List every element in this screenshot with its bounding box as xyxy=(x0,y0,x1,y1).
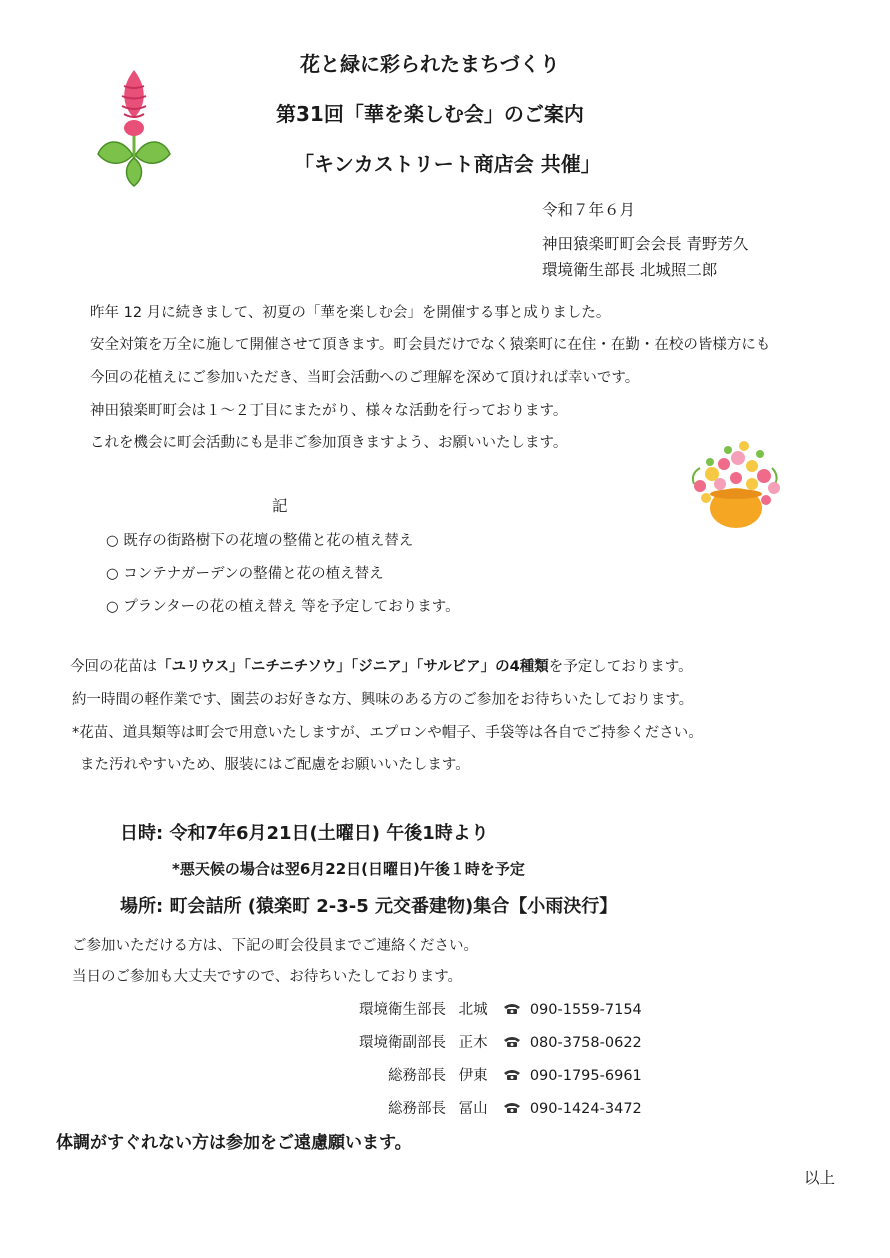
intro-line-3: 今回の花植えにご参加いただき、当町会活動へのご理解を深めて頂ければ幸いです。 xyxy=(90,370,640,386)
intro-line-5: これを機会に町会活動にも是非ご参加頂きますよう、お願いいたします。 xyxy=(90,435,568,451)
phone-icon xyxy=(503,1035,521,1048)
issue-date: 令和７年６月 xyxy=(542,201,636,219)
contact-role: 環境衛副部長 xyxy=(359,1035,446,1051)
ki-heading: 記 xyxy=(272,497,288,515)
flower-name: 「ジニア」 xyxy=(350,659,417,675)
intro-line-2: 安全対策を万全に施して開催させて頂きます。町会員だけでなく猿楽町に在住・在勤・在校の皆様方にも xyxy=(90,337,771,353)
contact-role: 環境衛生部長 xyxy=(359,1002,446,1018)
phone-icon xyxy=(503,1101,521,1114)
sender-2: 環境衛生部長 北城照二郎 xyxy=(542,261,718,279)
closing-ijou: 以上 xyxy=(804,1169,836,1187)
contact-row xyxy=(340,1064,640,1085)
contact-phone: 090-1795-6961 xyxy=(529,1068,642,1084)
contact-phone: 090-1559-7154 xyxy=(529,1002,642,1018)
flower-name: 「ニチニチソウ」 xyxy=(243,659,351,675)
intro-line-4: 神田猿楽町町会は１～２丁目にまたがり、様々な活動を行っております。 xyxy=(90,403,568,419)
rain-date-note: *悪天候の場合は翌6月22日(日曜日)午後１時を予定 xyxy=(172,860,525,878)
contact-name: 北城 xyxy=(458,1002,488,1018)
intro-line-1: 昨年 12 月に続きまして、初夏の「華を楽しむ会」を開催する事と成りました。 xyxy=(90,305,611,321)
flowers-suffix: を予定しております。 xyxy=(548,659,693,675)
flowers-line xyxy=(70,655,693,676)
contact-phone: 080-3758-0622 xyxy=(529,1035,642,1051)
flower-icon xyxy=(94,66,174,188)
flower-count: の4種類 xyxy=(495,659,549,675)
contact-name: 正木 xyxy=(458,1035,488,1051)
note-line-3: また汚れやすいため、服装にはご配慮をお願いいたします。 xyxy=(80,757,470,773)
event-place: 場所: 町会詰所 (猿楽町 2-3-5 元交番建物)集合【小雨決行】 xyxy=(120,896,618,917)
contact-name: 伊東 xyxy=(458,1068,488,1084)
item-2: ○ コンテナガーデンの整備と花の植え替え xyxy=(106,566,384,582)
contact-line-2: 当日のご参加も大丈夫ですので、お待ちいたしております。 xyxy=(72,969,463,985)
flower-name: 「ユリウス」 xyxy=(157,659,244,675)
flower-name: 「サルビア」 xyxy=(416,659,496,675)
item-1: ○ 既存の街路樹下の花壇の整備と花の植え替え xyxy=(106,533,414,549)
contact-phone: 090-1424-3472 xyxy=(529,1101,642,1117)
health-note: 体調がすぐれない方は参加をご遠慮願います。 xyxy=(56,1133,412,1153)
contact-name: 冨山 xyxy=(458,1101,488,1117)
note-line-2: *花苗、道具類等は町会で用意いたしますが、エプロンや帽子、手袋等は各自でご持参ください。 xyxy=(72,725,703,741)
flowers-prefix: 今回の花苗は xyxy=(70,659,157,675)
item-3: ○ プランターの花の植え替え 等を予定しております。 xyxy=(106,599,460,615)
phone-icon xyxy=(503,1002,521,1015)
contact-row xyxy=(340,1097,640,1118)
title-line-1: 花と緑に彩られたまちづくり xyxy=(300,52,560,76)
contact-row xyxy=(340,1031,640,1052)
phone-icon xyxy=(503,1068,521,1081)
contact-row xyxy=(340,998,640,1019)
title-line-2: 第31回「華を楽しむ会」のご案内 xyxy=(276,102,584,126)
flower-basket-icon xyxy=(680,438,788,530)
event-datetime: 日時: 令和7年6月21日(土曜日) 午後1時より xyxy=(120,823,489,844)
note-line-1: 約一時間の軽作業です、園芸のお好きな方、興味のある方のご参加をお待ちいたしております。 xyxy=(72,692,694,708)
title-line-3: 「キンカストリート商店会 共催」 xyxy=(294,152,601,176)
contact-role: 総務部長 xyxy=(388,1101,446,1117)
sender-1: 神田猿楽町町会会長 青野芳久 xyxy=(542,235,749,253)
contact-role: 総務部長 xyxy=(388,1068,446,1084)
contact-line-1: ご参加いただける方は、下記の町会役員までご連絡ください。 xyxy=(72,938,478,954)
